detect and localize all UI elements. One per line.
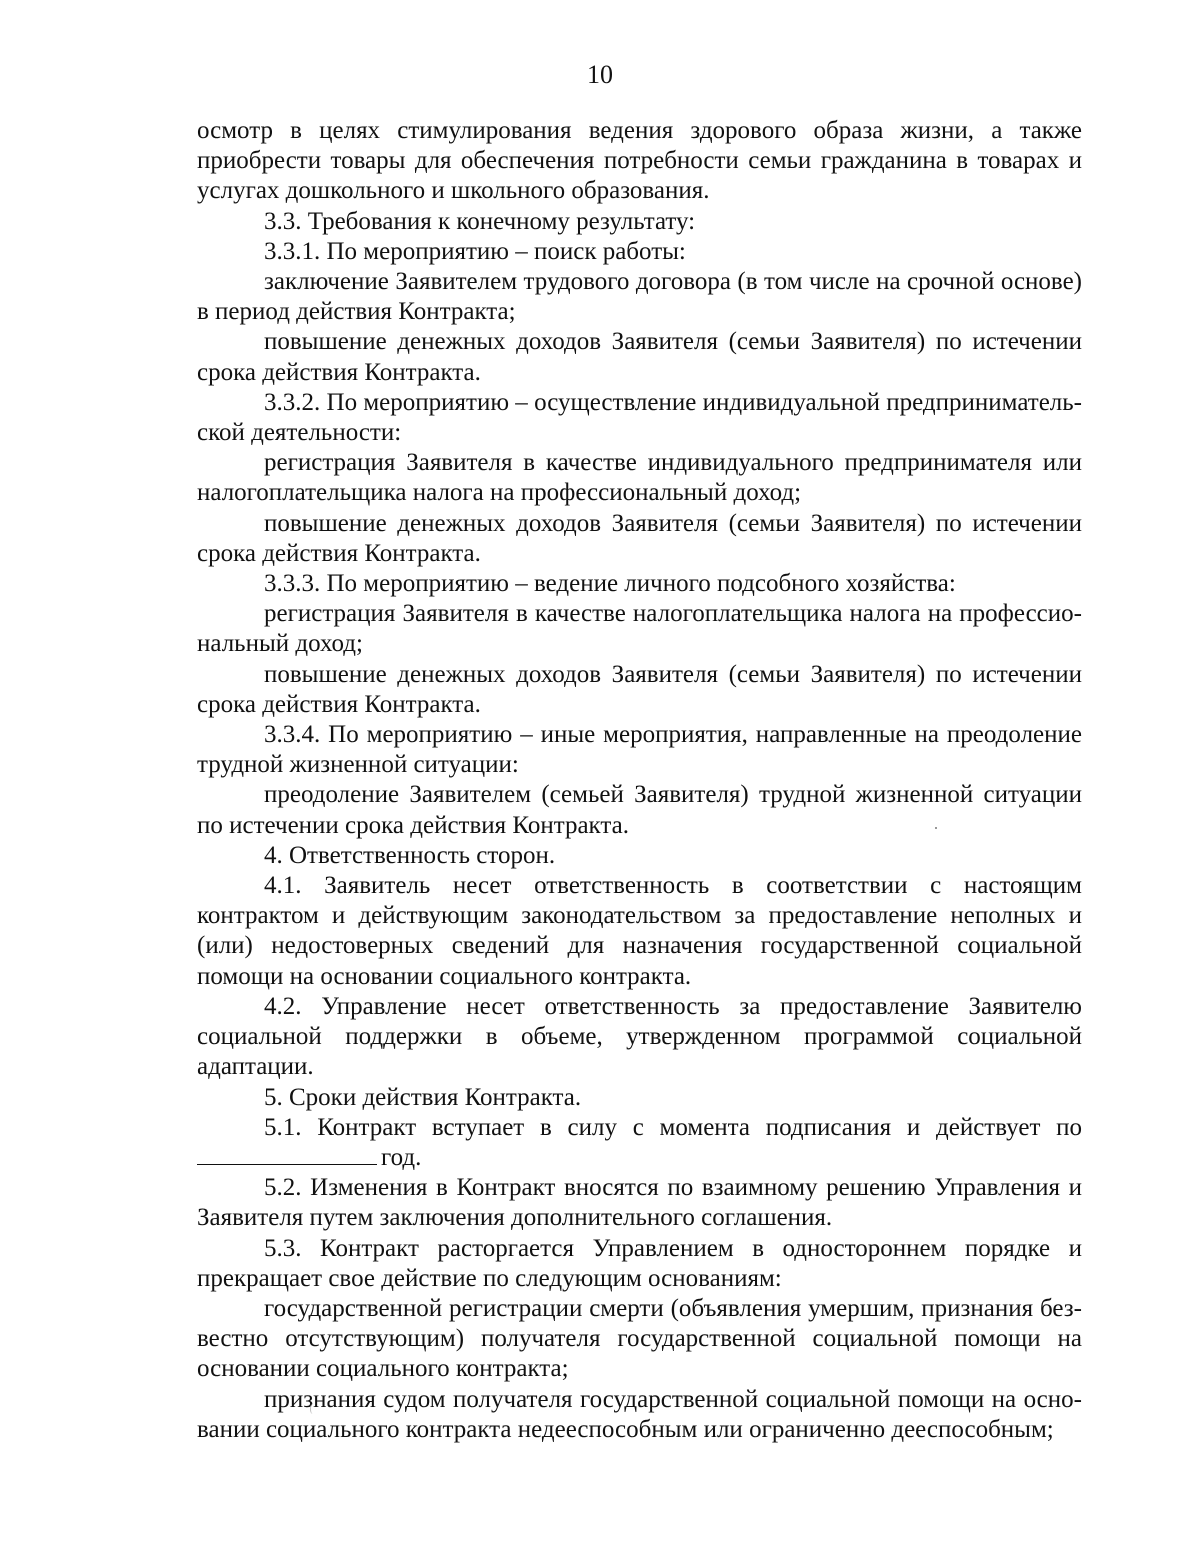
paragraph: регистрация Заявителя в качестве налогоплательщика налога на профессиональный доход; xyxy=(197,600,1082,658)
paragraph: осмотр в целях стимулирования ведения здорового образа жизни, а также приобрести товары для обеспечения потребности семьи гражданина в товарах и услугах дошкольного и школьного образования. xyxy=(197,117,1082,205)
subsection-3-3-4: 3.3.4. По мероприятию – иные мероприятия, направленные на преодоление трудной жизненной ситуации: xyxy=(197,721,1082,779)
clause-4-1: 4.1. Заявитель несет ответственность в соответствии с настоящим контрактом и действующим законодательством за предоставление неполных и (или) недостоверных сведений для назначения государственной социальной помощи на основании социального контракта. xyxy=(197,872,1082,990)
clause-5-1-suffix: год. xyxy=(381,1143,422,1171)
paragraph: заключение Заявителем трудового договора (в том числе на срочной основе) в период действия Контракта; xyxy=(197,268,1082,326)
clause-5-2: 5.2. Изменения в Контракт вносятся по взаимному решению Управления и Заявителя путем заключения дополнительного соглашения. xyxy=(197,1174,1082,1232)
clause-5-1-date-line xyxy=(197,1143,1082,1173)
paragraph: регистрация Заявителя в качестве индивидуального предпринимателя или налогоплательщика налога на профессиональный доход; xyxy=(197,449,1082,507)
subsection-3-3-2: 3.3.2. По мероприятию – осуществление индивидуальной предпринимательской деятельности: xyxy=(197,388,1082,447)
section-heading-5: 5. Сроки действия Контракта. xyxy=(264,1083,582,1111)
document-body xyxy=(197,116,1082,1445)
blank-date-line xyxy=(197,1163,377,1165)
clause-5-3: 5.3. Контракт расторгается Управлением в одностороннем порядке и прекращает свое действие по следующим основаниям: xyxy=(197,1234,1082,1292)
subsection-3-3-3: 3.3.3. По мероприятию – ведение личного подсобного хозяйства: xyxy=(264,570,956,598)
page-number: 10 xyxy=(587,60,613,89)
clause-4-2: 4.2. Управление несет ответственность за предоставление Заявителю социальной поддержки в объеме, утвержденном программой социальной адаптации. xyxy=(197,992,1082,1081)
paragraph: преодоление Заявителем (семьей Заявителя) трудной жизненной ситуации по истечении срока действия Контракта. xyxy=(197,781,1082,839)
scan-mark xyxy=(310,1404,315,1414)
section-heading-4: 4. Ответственность сторон. xyxy=(264,841,556,869)
subsection-3-3-1: 3.3.1. По мероприятию – поиск работы: xyxy=(264,237,686,265)
scan-speck xyxy=(935,827,937,829)
paragraph: повышение денежных доходов Заявителя (семьи Заявителя) по истечении срока действия Контракта. xyxy=(197,328,1082,386)
paragraph: повышение денежных доходов Заявителя (семьи Заявителя) по истечении срока действия Контракта. xyxy=(197,660,1082,718)
paragraph: государственной регистрации смерти (объявления умершим, признания безвестно отсутствующим) получателя государственной социальной помощи на основании социального контракта; xyxy=(197,1294,1082,1383)
paragraph: признания судом получателя государственной социальной помощи на основании социального контракта недееспособным или ограниченно дееспособным; xyxy=(197,1385,1082,1443)
paragraph: повышение денежных доходов Заявителя (семьи Заявителя) по истечении срока действия Контракта. xyxy=(197,509,1082,567)
clause-5-1: 5.1. Контракт вступает в силу с момента подписания и действует по xyxy=(264,1113,1082,1141)
section-heading-3-3: 3.3. Требования к конечному результату: xyxy=(264,207,696,235)
